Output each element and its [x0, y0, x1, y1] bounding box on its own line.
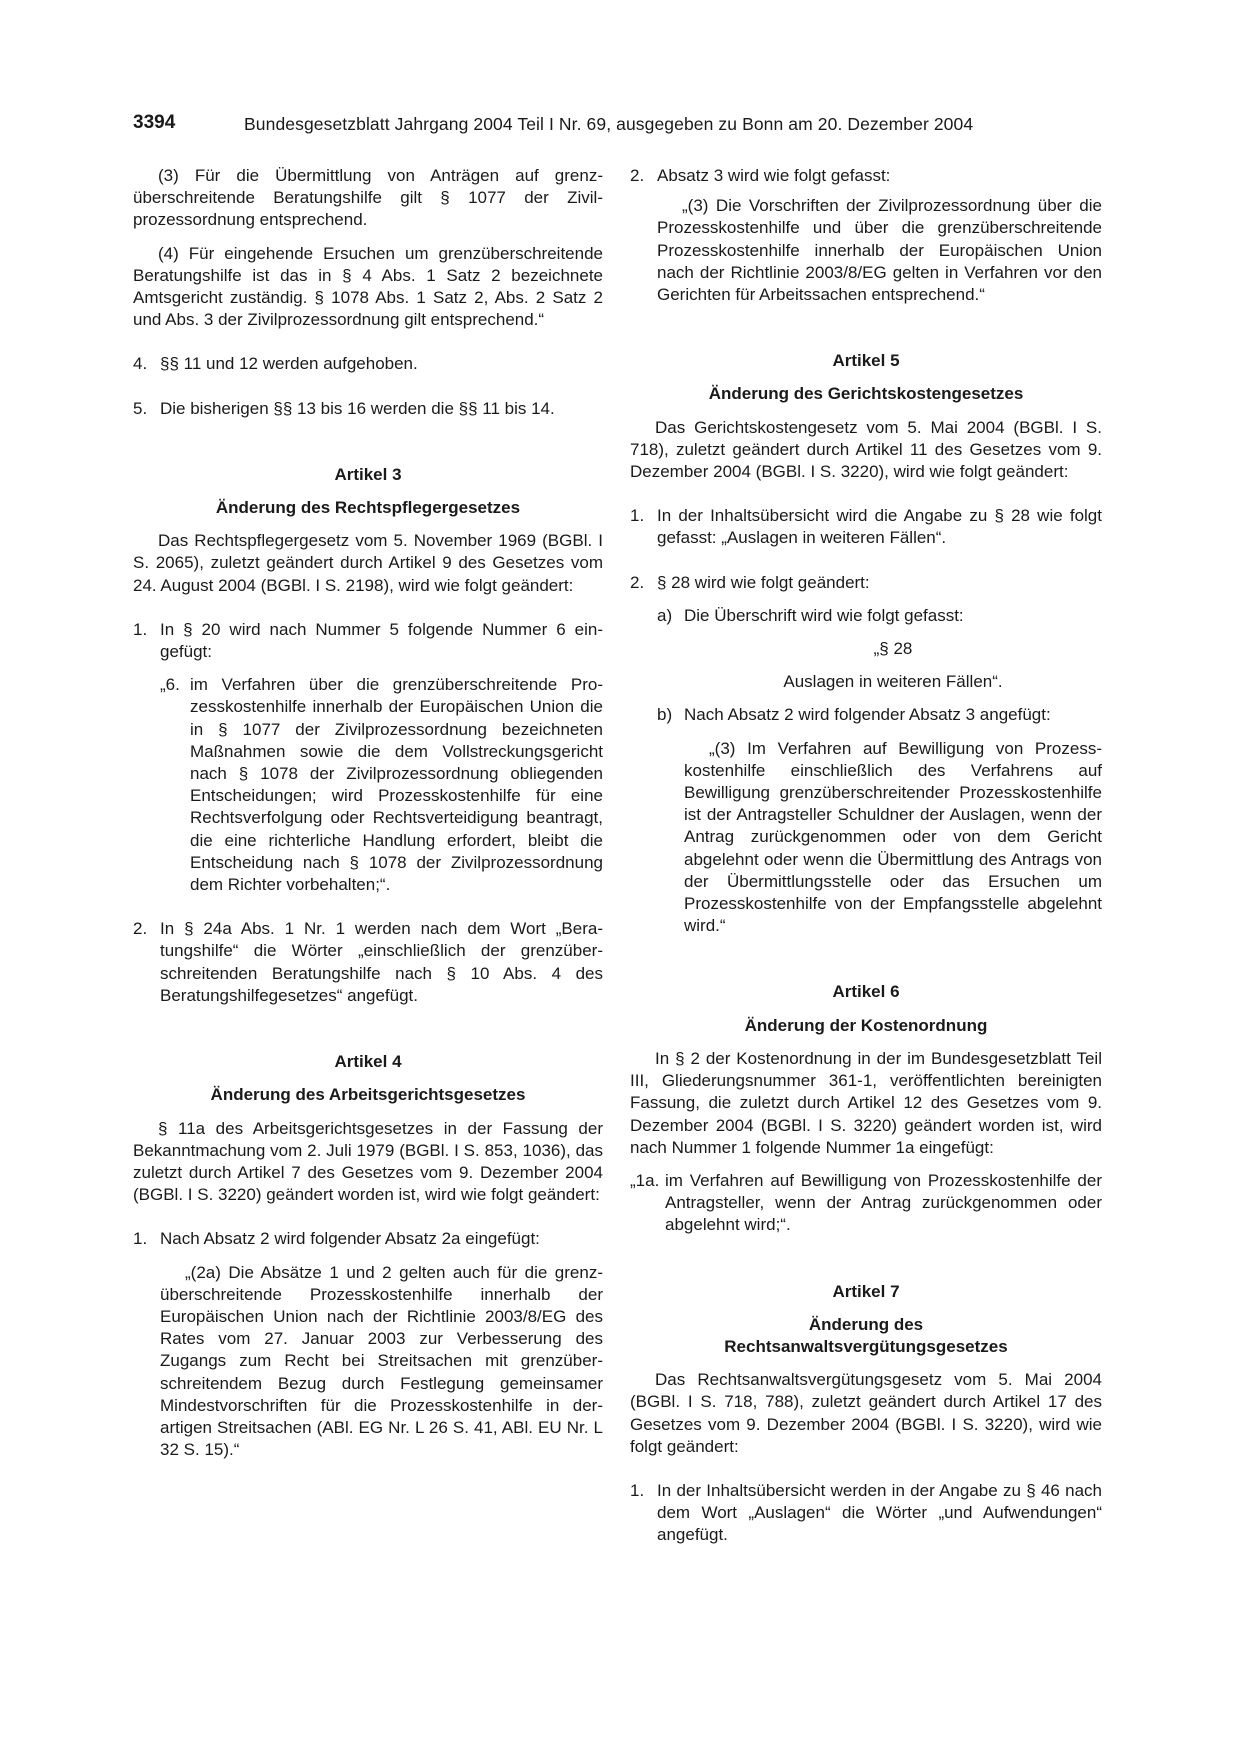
- article-4-item-1: [133, 1228, 603, 1250]
- item-number: 1.: [133, 1229, 148, 1249]
- item-text: In der Inhaltsübersicht werden in der Angabe zu § 46 nach dem Wort „Auslagen“ die Wörter „und Aufwendungen“ angefügt.: [657, 1480, 1102, 1545]
- list-item-5: [133, 398, 603, 420]
- quote-number: „6.: [160, 675, 180, 695]
- quote-number: „1a.: [630, 1170, 660, 1190]
- article-4-subtitle: Änderung des Arbeitsgerichtsgesetzes: [210, 1085, 526, 1105]
- article-7-title: Artikel 7: [832, 1281, 900, 1301]
- article-4-title: Artikel 4: [334, 1052, 402, 1072]
- item-number: 5.: [133, 398, 148, 418]
- item-text: Die bisherigen §§ 13 bis 16 werden die §§ 11 bis 14.: [160, 398, 555, 418]
- article-5-sub-b-wrap: [630, 704, 1102, 726]
- item-text: Die Überschrift wird wie folgt gefasst:: [684, 605, 964, 625]
- article-5-subtitle: Änderung des Gerichtskostengesetzes: [708, 384, 1024, 404]
- item-text: Nach Absatz 2 wird folgender Absatz 2a eingefügt:: [160, 1229, 540, 1249]
- page-number: 3394: [133, 112, 176, 133]
- item-text: In der Inhaltsübersicht wird die Angabe zu § 28 wie folgt gefasst: „Auslagen in weiteren Fällen“.: [657, 506, 1102, 548]
- article-5-item-1: [630, 505, 1102, 549]
- article-5-quote-b: „(3) Im Verfahren auf Bewilligung von Prozesskostenhilfe einschließlich des Verfahrens auf Bewilligung grenzüberschreitender Prozesskostenhilfe ist der Antragsteller Schuldner der Auslagen, wenn der Antrag zurückgenommen oder von dem Gericht abgelehnt oder wenn die Übermittlung des Antrags von der Übermittlungsstelle oder das Ersuchen um Prozesskostenhilfe von der Empfangsstelle abgelehnt wird.“: [684, 738, 1102, 936]
- article-3-item-1: [133, 619, 603, 663]
- item-text: §§ 11 und 12 werden aufgehoben.: [160, 354, 418, 374]
- item-number: a): [657, 605, 673, 625]
- item-text: Absatz 3 wird wie folgt gefasst:: [657, 166, 891, 185]
- article-7-subtitle-line-2: Rechtsanwaltsvergütungsgesetzes: [724, 1336, 1008, 1356]
- paragraph-4: (4) Für eingehende Ersuchen um grenzüberschreitende Beratungshilfe ist das in § 4 Abs. 1 Satz 2 bezeichnete Amtsgericht zuständig. § 1078 Abs. 1 Satz 2, Abs. 2 Satz 2 und Abs. 3 der Zivilprozessordnung gilt entsprechend.“: [133, 243, 603, 330]
- right-column: [630, 165, 1102, 1547]
- article-7-subtitle-line-1: Änderung des: [808, 1314, 924, 1334]
- article-3-item-2: [133, 918, 603, 1007]
- item-text: In § 24a Abs. 1 Nr. 1 werden nach dem Wort „Beratungshilfe“ die Wörter „einschließlich der grenzüberschreitenden Beratungshilfe nach § 10 Abs. 4 des Beratungshilfegesetzes“ angefügt.: [160, 919, 603, 1005]
- section-title: Auslagen in weiteren Fällen“.: [783, 672, 1003, 692]
- item-number: 2.: [630, 572, 645, 592]
- article-6-title: Artikel 6: [832, 982, 900, 1002]
- item-number: 4.: [133, 354, 148, 374]
- article-6-intro: In § 2 der Kostenordnung in der im Bundesgesetzblatt Teil III, Gliederungsnummer 361-1, veröffentlichten bereinigten Fassung, die zuletzt durch Artikel 12 des Gesetzes vom 9. Dezember 2004 (BGBl. I S. 3220) geändert worden ist, wird nach Nummer 1 folgende Nummer 1a eingefügt:: [630, 1048, 1102, 1157]
- article-5-item-2: [630, 572, 1102, 594]
- article-5-sub-b: [657, 704, 1102, 726]
- paragraph-3: (3) Für die Übermittlung von Anträgen auf grenzüberschreitende Beratungshilfe gilt § 1077 der Zivilprozessordnung entsprechend.: [133, 166, 603, 230]
- article-3-title: Artikel 3: [334, 464, 402, 484]
- article-7-item-1: [630, 1480, 1102, 1547]
- article-4-intro: § 11a des Arbeitsgerichtsgesetzes in der Fassung der Bekanntmachung vom 2. Juli 1979 (BGBl. I S. 853, 1036), das zuletzt durch Artikel 7 des Gesetzes vom 9. Dezember 2004 (BGBl. I S. 3220) geändert worden ist, wird wie folgt geändert:: [133, 1118, 603, 1205]
- quote-text: im Verfahren über die grenzüberschreitende Prozesskostenhilfe innerhalb der Europäischen Union die in § 1077 der Zivilprozessordnung bezeichneten Maßnahmen sowie die dem Vollstreckungsgericht nach § 1078 der Zivilprozessordnung obliegenden Entscheidungen; wird Prozesskostenhilfe für eine Rechtsverfolgung oder Rechtsverteidigung beantragt, die eine richterliche Handlung erfordert, bleibt die Entscheidung nach § 1078 der Zivilprozessordnung dem Richter vorbehalten;“.: [190, 675, 603, 895]
- item-number: 2.: [133, 919, 148, 939]
- list-item-4: [133, 353, 603, 375]
- item-number: 2.: [630, 166, 645, 185]
- running-head: Bundesgesetzblatt Jahrgang 2004 Teil I Nr. 69, ausgegeben zu Bonn am 20. Dezember 2004: [244, 114, 974, 134]
- article-5-sub-a: [657, 605, 1102, 627]
- item-text: Nach Absatz 2 wird folgender Absatz 3 angefügt:: [684, 705, 1051, 725]
- article-4-quote: „(2a) Die Absätze 1 und 2 gelten auch für die grenzüberschreitende Prozesskostenhilfe innerhalb der Europäischen Union nach der Richtlinie 2003/8/EG des Rates vom 27. Januar 2003 zur Verbesserung des Zugangs zum Recht bei Streitsachen mit grenzüberschreitendem Bezug durch Festlegung gemeinsamer Mindestvorschriften für die Prozesskostenhilfe in derartigen Streitsachen (ABl. EG Nr. L 26 S. 41, ABl. EU Nr. L 32 S. 15).“: [160, 1262, 603, 1460]
- item-number: 1.: [630, 506, 645, 526]
- item-number: 1.: [630, 1480, 645, 1500]
- article-3-subtitle: Änderung des Rechtspflegergesetzes: [215, 498, 521, 518]
- article-4-quote-wrap: [133, 1262, 603, 1462]
- article-5-sub-a-wrap: [630, 605, 1102, 627]
- article-4-item-2: [630, 165, 1102, 187]
- item-text: In § 20 wird nach Nummer 5 folgende Nummer 6 eingefügt:: [160, 619, 603, 662]
- article-7-intro: Das Rechtsanwaltsvergütungsgesetz vom 5. Mai 2004 (BGBl. I S. 718, 788), zuletzt geändert durch Artikel 17 des Gesetzes vom 9. Dezember 2004 (BGBl. I S. 3220), wird wie folgt geändert:: [630, 1370, 1102, 1456]
- page-header: [133, 112, 1113, 138]
- article-4-quote-3: „(3) Die Vorschriften der Zivilprozessordnung über die Prozesskostenhilfe und über die grenzüberschreitende Prozesskostenhilfe innerhalb der Europäischen Union nach der Richtlinie 2003/8/EG gelten in Verfahren vor den Gerichten für Arbeitssachen entsprechend.“: [657, 196, 1102, 305]
- article-3-quote-wrap: [133, 674, 603, 896]
- quote-text: im Verfahren auf Bewilligung von Prozesskostenhilfe der Antragsteller, wenn der Antrag zurückgenommen oder abgelehnt wird;“.: [665, 1170, 1102, 1235]
- article-6-subtitle: Änderung der Kostenordnung: [744, 1015, 988, 1035]
- article-5-title: Artikel 5: [832, 351, 900, 371]
- section-number: „§ 28: [873, 639, 913, 659]
- item-number: 1.: [133, 619, 148, 639]
- item-text: § 28 wird wie folgt geändert:: [657, 572, 870, 592]
- article-3-quote: [160, 674, 603, 896]
- article-3-intro: Das Rechtspflegergesetz vom 5. November 1969 (BGBl. I S. 2065), zuletzt geändert durch Artikel 9 des Gesetzes vom 24. August 2004 (BGBl. I S. 2198), wird wie folgt geändert:: [133, 531, 603, 595]
- item-number: b): [657, 705, 673, 725]
- article-4-quote-3-wrap: [630, 195, 1102, 306]
- article-5-quote-b-wrap: [630, 738, 1102, 938]
- article-6-quote: [630, 1170, 1102, 1237]
- article-5-intro: Das Gerichtskostengesetz vom 5. Mai 2004 (BGBl. I S. 718), zuletzt geändert durch Artikel 11 des Gesetzes vom 9. Dezember 2004 (BGBl. I S. 3220), wird wie folgt geändert:: [630, 417, 1102, 482]
- left-column: [133, 165, 603, 1461]
